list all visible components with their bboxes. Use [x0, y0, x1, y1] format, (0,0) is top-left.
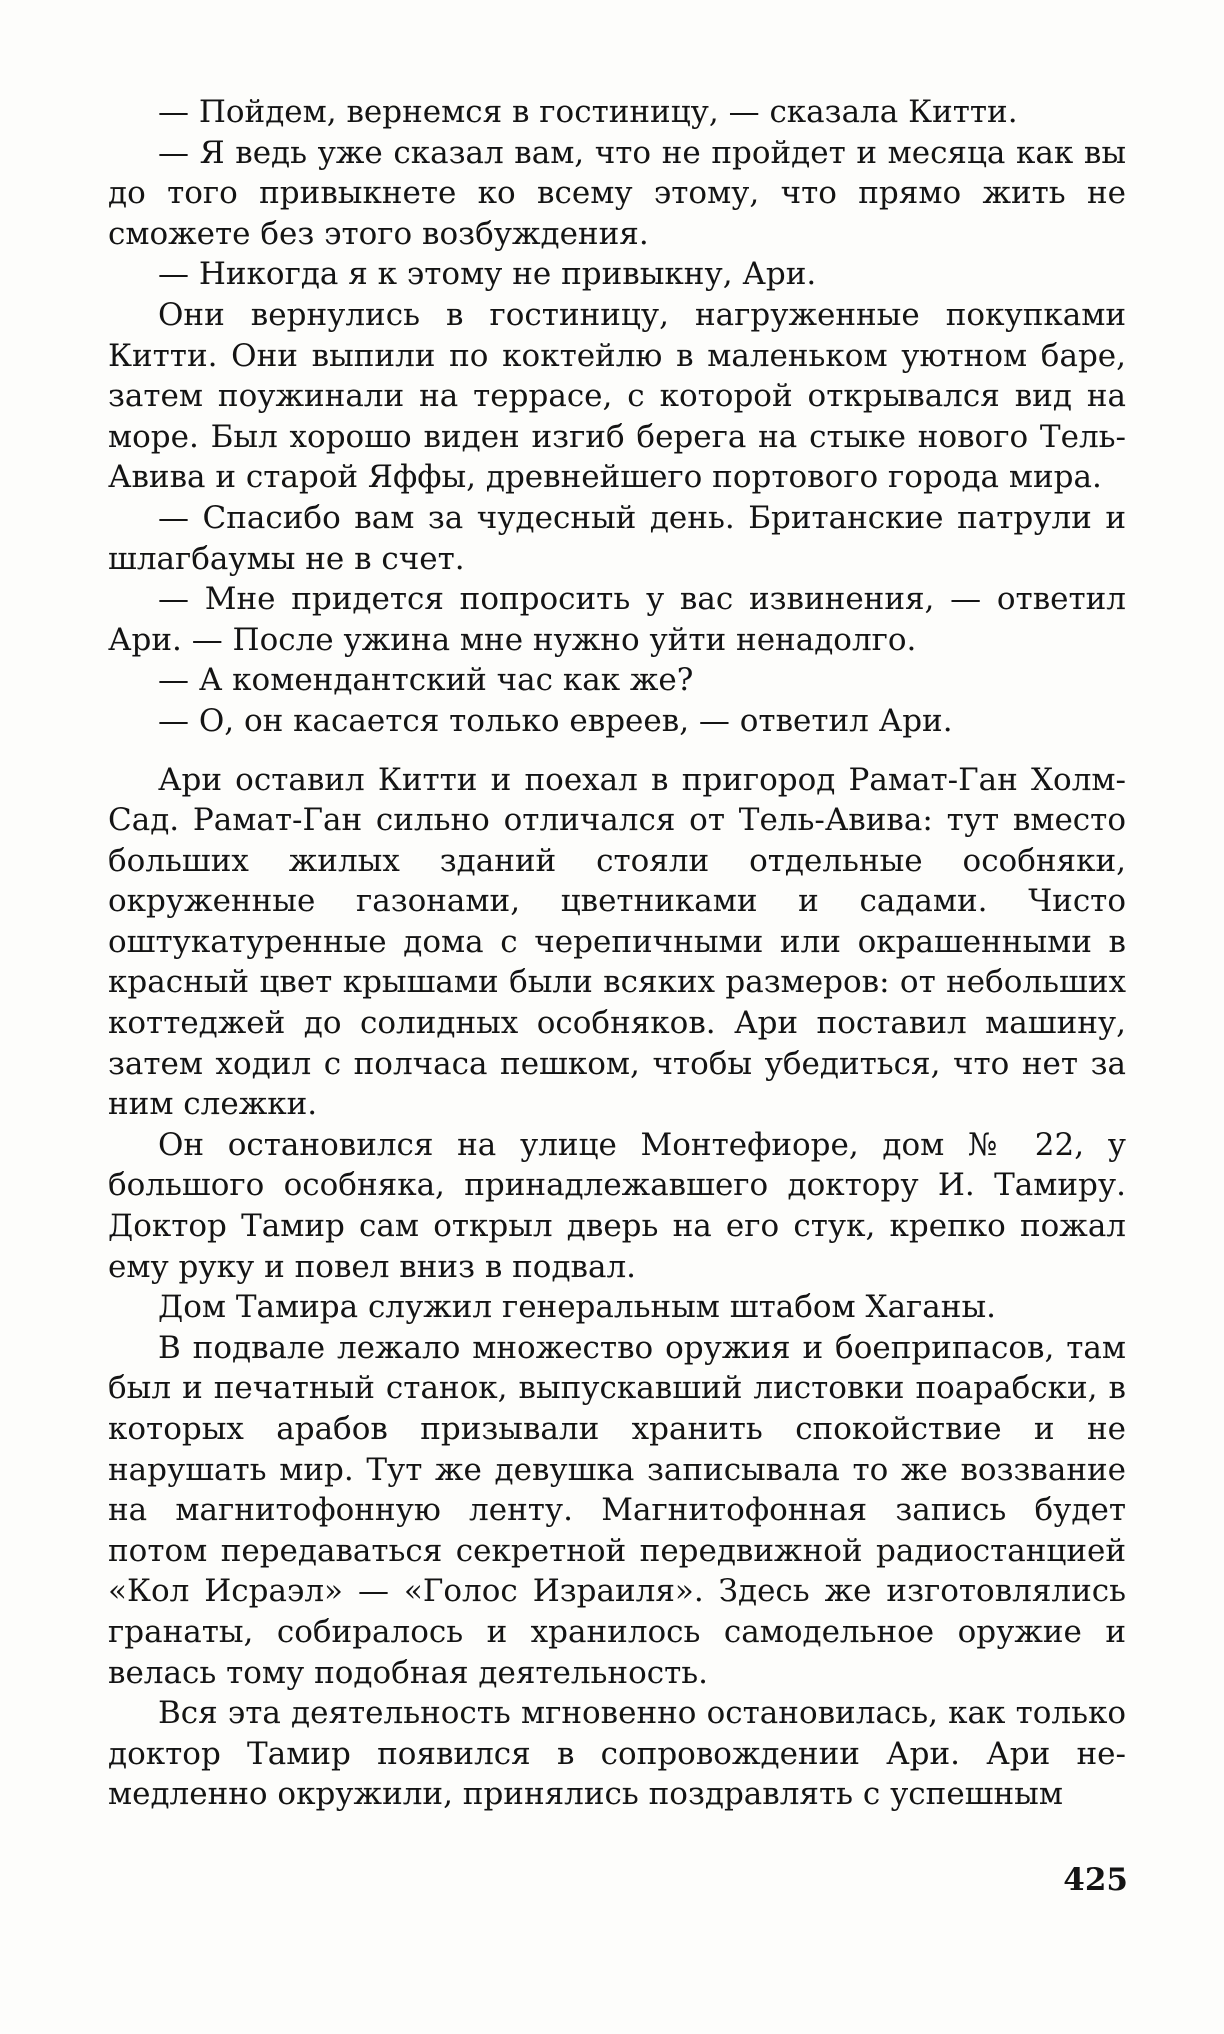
page-number: 425 — [1063, 1862, 1128, 1898]
paragraph: — Спасибо вам за чудесный день. Британские патрули и шлагбаумы не в счет. — [108, 499, 1126, 577]
paragraph: Ари оставил Китти и поехал в пригород Рамат-Ган Холм-Сад. Рамат-Ган сильно отличался от Тель-Авива: тут вместо больших жилых зданий стояли отдельные особняки, окруженные газонами, цветниками и садами. Чисто оштукатуренные дома с черепичными или окрашенными в красный цвет крышами были всяких размеров: от небольших коттеджей до солидных особняков. Ари поставил машину, затем ходил с полчаса пешком, чтобы убедиться, что нет за ним слежки. — [108, 761, 1126, 1123]
paragraph: — О, он касается только евреев, — ответил Ари. — [158, 702, 953, 739]
paragraph: — Мне придется попросить у вас извинения, — ответил Ари. — После ужина мне нужно уйти ненадолго. — [108, 581, 1126, 658]
paragraph: Он остановился на улице Монтефиоре, дом № 22, у большого особняка, принадлежавшего доктору И. Тамиру. Доктор Тамир сам открыл дверь на его стук, крепко пожал ему руку и повел вниз в подвал. — [108, 1126, 1126, 1285]
paragraph: — Пойдем, вернемся в гостиницу, — сказала Китти. — [158, 94, 1018, 130]
paragraph: — А комендантский час как же? — [158, 662, 694, 699]
paragraph: В подвале лежало множество оружия и боеприпасов, там был и печатный станок, выпускавший листовки поарабски, в которых арабов призывали хранить спокойствие и не нарушать мир. Тут же девушка записывала то же воззвание на магнитофонную ленту. Магнитофонная запись будет потом передаваться секретной передвижной радиостанцией «Кол Исраэл» — «Голос Израиля». Здесь же изготовлялись гранаты, собиралось и хранилось самодельное оружие и велась тому подобная деятельность. — [108, 1329, 1126, 1691]
paragraph: — Я ведь уже сказал вам, что не пройдет и месяца как вы до того привыкнете ко всему этому, что прямо жить не сможете без этого возбуждения. — [108, 134, 1126, 252]
section-break — [108, 742, 1126, 760]
paragraph: Вся эта деятельность мгновенно остановилась, как только доктор Тамир появился в сопровождении Ари. Ари немедленно окружили, принялись поздравлять с успешным — [108, 1695, 1126, 1813]
paragraph: — Никогда я к этому не привыкну, Ари. — [158, 256, 817, 293]
paragraph: Они вернулись в гостиницу, нагруженные покупками Китти. Они выпили по коктейлю в маленьком уютном баре, затем поужинали на террасе, с которой открывался вид на море. Был хорошо виден изгиб берега на стыке нового Тель-Авива и старой Яффы, древнейшего портового города мира. — [108, 296, 1126, 496]
paragraph: Дом Тамира служил генеральным штабом Хаганы. — [158, 1289, 996, 1326]
body-text — [108, 92, 1126, 1815]
